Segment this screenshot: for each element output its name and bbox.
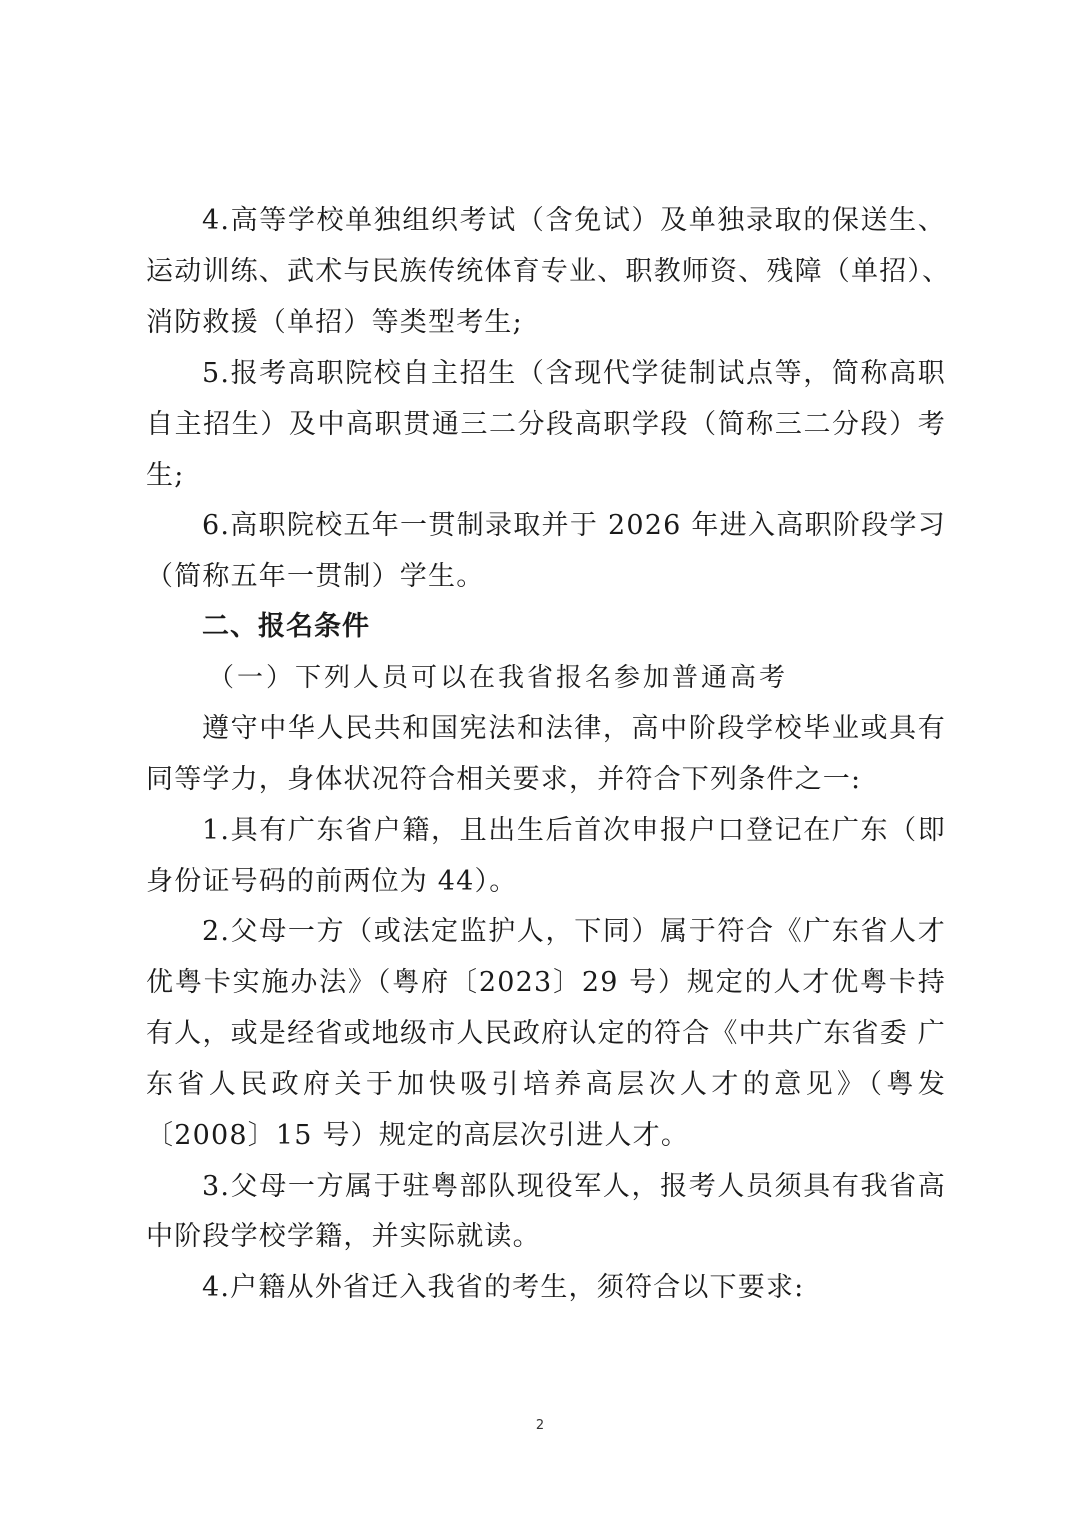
paragraph-line: 3.父母一方属于驻粤部队现役军人，报考人员须具有我省高 [202, 1171, 946, 1202]
paragraph-line: 东省人民政府关于加快吸引培养高层次人才的意见》（粤发 [146, 1069, 946, 1100]
paragraph-line: 身份证号码的前两位为 44）。 [146, 866, 518, 897]
subsection-heading: （一）下列人员可以在我省报名参加普通高考 [208, 663, 789, 693]
paragraph-line: 4.户籍从外省迁入我省的考生，须符合以下要求: [202, 1272, 805, 1303]
paragraph-line: 自主招生）及中高职贯通三二分段高职学段（简称三二分段）考 [146, 409, 946, 440]
paragraph-line: 4.高等学校单独组织考试（含免试）及单独录取的保送生、 [202, 205, 946, 236]
paragraph-line: 5.报考高职院校自主招生（含现代学徒制试点等，简称高职 [202, 358, 946, 389]
paragraph-line: 有人，或是经省或地级市人民政府认定的符合《中共广东省委 广 [146, 1018, 946, 1049]
paragraph-line: 6.高职院校五年一贯制录取并于 2026 年进入高职阶段学习 [202, 510, 946, 541]
paragraph-line: 运动训练、武术与民族传统体育专业、职教师资、残障（单招）、 [146, 256, 951, 287]
paragraph-line: 消防救援（单招）等类型考生; [146, 307, 523, 338]
section-heading: 二、报名条件 [202, 611, 370, 642]
paragraph-line: 遵守中华人民共和国宪法和法律，高中阶段学校毕业或具有 [202, 713, 946, 744]
paragraph-line: 1.具有广东省户籍，且出生后首次申报户口登记在广东（即 [202, 815, 946, 846]
paragraph-line: 同等学力，身体状况符合相关要求，并符合下列条件之一: [146, 764, 862, 795]
paragraph-line: 2.父母一方（或法定监护人，下同）属于符合《广东省人才 [202, 916, 946, 947]
paragraph-line: 〔2008〕15 号）规定的高层次引进人才。 [146, 1120, 690, 1151]
paragraph-line: 中阶段学校学籍，并实际就读。 [146, 1221, 541, 1252]
paragraph-line: （简称五年一贯制）学生。 [146, 561, 485, 592]
paragraph-line: 生; [146, 460, 185, 491]
paragraph-line: 优粤卡实施办法》（粤府〔2023〕29 号）规定的人才优粤卡持 [146, 967, 946, 998]
page-number: 2 [535, 1418, 545, 1433]
